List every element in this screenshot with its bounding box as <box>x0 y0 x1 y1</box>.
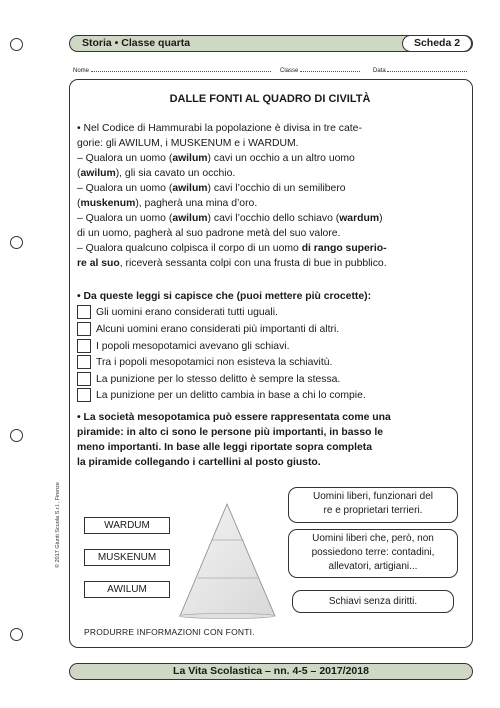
law-line: di un uomo, pagherà al suo padrone metà del suo valore. <box>77 228 341 239</box>
bubble-bottom[interactable]: Schiavi senza diritti. <box>292 590 454 613</box>
law-line: (awilum), gli sia cavato un occhio. <box>77 168 236 179</box>
date-label: Data <box>373 68 386 74</box>
label-awilum[interactable]: AWILUM <box>84 581 170 598</box>
pyramid-base <box>179 614 275 619</box>
q2-line: meno importanti. In base alle leggi riportate sopra completa <box>77 442 373 453</box>
checkbox-option[interactable]: La punizione per lo stesso delitto è sempre la stessa. <box>77 372 340 386</box>
intro-line: gorie: gli AWILUM, i MUSKENUM e i WARDUM. <box>77 138 299 149</box>
checkbox-option[interactable]: Gli uomini erano considerati tutti uguali. <box>77 305 278 319</box>
skill-label: PRODURRE INFORMAZIONI CON FONTI. <box>84 627 255 637</box>
law-line: – Qualora un uomo (awilum) cavi l’occhio di un semilibero <box>77 183 346 194</box>
law-line: (muskenum), pagherà una mina d’oro. <box>77 198 258 209</box>
law-line: – Qualora qualcuno colpisca il corpo di un uomo di rango superio- <box>77 243 387 254</box>
checkbox-option[interactable]: I popoli mesopotamici avevano gli schiavi. <box>77 339 289 353</box>
q2-line: • La società mesopotamica può essere rappresentata come una <box>77 412 391 423</box>
sheet-label: Scheda 2 <box>402 35 472 52</box>
label-wardum[interactable]: WARDUM <box>84 517 170 534</box>
law-line: – Qualora un uomo (awilum) cavi un occhio a un altro uomo <box>77 153 355 164</box>
copyright-text: © 2017 Giunti Scuola S.r.l., Firenze <box>55 482 61 568</box>
class-label: Classe <box>280 68 299 74</box>
subject-label: Storia • Classe quarta <box>82 37 191 49</box>
q2-line: piramide: in alto ci sono le persone più importanti, in basso le <box>77 427 383 438</box>
page-title: DALLE FONTI AL QUADRO DI CIVILTÀ <box>169 93 371 105</box>
pyramid-shape <box>180 504 275 616</box>
checkbox-option[interactable]: Tra i popoli mesopotamici non esisteva la schiavitù. <box>77 355 332 369</box>
question1-prompt: • Da queste leggi si capisce che (puoi mettere più crocette): <box>77 291 372 302</box>
name-label: Nome <box>73 68 90 74</box>
checkbox-option[interactable]: Alcuni uomini erano considerati più importanti di altri. <box>77 322 339 336</box>
bubble-middle[interactable]: Uomini liberi che, però, non possiedono terre: contadini, allevatori, artigiani... <box>288 529 458 578</box>
footer-bar: La Vita Scolastica – nn. 4-5 – 2017/2018 <box>69 663 473 680</box>
intro-line: • Nel Codice di Hammurabi la popolazione è divisa in tre cate- <box>77 123 362 134</box>
bubble-top[interactable]: Uomini liberi, funzionari del re e proprietari terrieri. <box>288 487 458 523</box>
law-line: – Qualora un uomo (awilum) cavi l’occhio dello schiavo (wardum) <box>77 213 383 224</box>
checkbox-option[interactable]: La punizione per un delitto cambia in base a chi lo compie. <box>77 388 366 402</box>
q2-line: la piramide collegando i cartellini al posto giusto. <box>77 457 321 468</box>
label-muskenum[interactable]: MUSKENUM <box>84 549 170 566</box>
law-line: re al suo, riceverà sessanta colpi con una frusta di bue in pubblico. <box>77 258 387 269</box>
